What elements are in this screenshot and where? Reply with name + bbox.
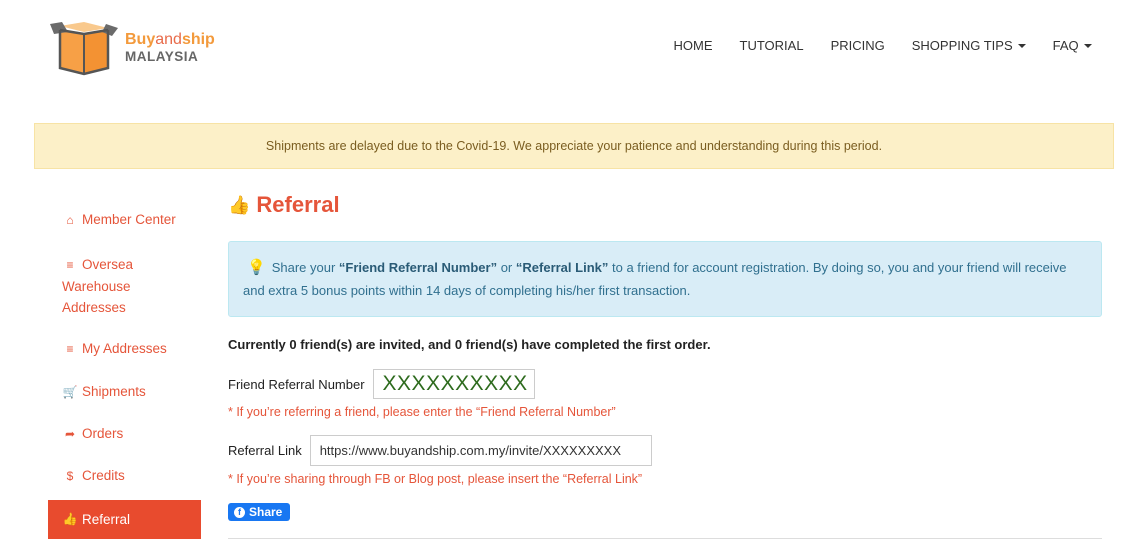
sidebar-item-my-addresses[interactable]: ≡ My Addresses <box>48 329 201 369</box>
lightbulb-icon: 💡 <box>247 259 266 276</box>
sidebar-item-oversea-warehouse[interactable]: ≡ Oversea Warehouse Addresses <box>62 257 134 315</box>
nav-shopping-tips[interactable]: SHOPPING TIPS <box>898 38 1039 53</box>
facebook-icon: f <box>234 507 245 518</box>
thumbs-up-icon: 👍 <box>228 194 251 215</box>
referral-number-label: Friend Referral Number <box>228 376 365 392</box>
nav-tutorial[interactable]: TUTORIAL <box>739 38 804 53</box>
member-sidebar <box>48 200 201 539</box>
referral-info-alert: 💡 Share your “Friend Referral Number” or “Referral Link” to a friend for account registration. By doing so, you and your friend will receive and extra 5 bonus points within 14 days of completing his/her first transaction. <box>228 241 1102 317</box>
dollar-icon: $ <box>66 469 74 483</box>
nav-faq[interactable]: FAQ <box>1039 38 1105 53</box>
sidebar-item-referral[interactable]: 👍 Referral <box>48 500 201 539</box>
thumbs-up-icon: 👍 <box>62 512 78 526</box>
sidebar-item-orders[interactable]: ➦ Orders <box>48 414 201 454</box>
referral-link-input[interactable] <box>310 435 652 466</box>
site-logo[interactable] <box>46 20 236 76</box>
content-divider <box>228 538 1102 539</box>
nav-home[interactable]: HOME <box>673 38 713 53</box>
referral-link-row <box>228 435 1102 466</box>
nav-pricing[interactable]: PRICING <box>830 38 885 53</box>
referral-link-label: Referral Link <box>228 443 302 458</box>
sidebar-item-member-center[interactable]: ⌂ Member Center <box>48 200 201 240</box>
list-icon: ≡ <box>66 258 74 272</box>
facebook-share-button[interactable]: f Share <box>228 503 290 521</box>
caret-down-icon <box>1018 44 1026 48</box>
invited-summary: Currently 0 friend(s) are invited, and 0 friend(s) have completed the first order. <box>228 337 711 352</box>
referral-content <box>228 190 1102 521</box>
cart-icon: 🛒 <box>62 385 78 399</box>
referral-number-row <box>228 369 1102 399</box>
sidebar-item-credits[interactable]: $ Credits <box>48 456 201 496</box>
list-icon: ≡ <box>66 342 74 356</box>
logo-brand: Buyandship <box>125 31 215 49</box>
caret-down-icon <box>1084 44 1092 48</box>
referral-number-hint: * If you’re referring a friend, please enter the “Friend Referral Number” <box>228 405 616 419</box>
covid-notice-banner: Shipments are delayed due to the Covid-19. We appreciate your patience and understanding during this period. <box>34 123 1114 169</box>
main-nav <box>660 38 1105 53</box>
box-logo-icon <box>46 20 124 76</box>
home-icon: ⌂ <box>66 213 74 227</box>
logo-country: MALAYSIA <box>125 49 199 65</box>
share-arrow-icon: ➦ <box>64 427 76 441</box>
sidebar-item-shipments[interactable]: 🛒 Shipments <box>48 372 201 412</box>
referral-number-value[interactable]: XXXXXXXXXX <box>373 369 535 399</box>
page-title: 👍 Referral <box>228 192 340 217</box>
referral-link-hint: * If you’re sharing through FB or Blog post, please insert the “Referral Link” <box>228 472 643 486</box>
